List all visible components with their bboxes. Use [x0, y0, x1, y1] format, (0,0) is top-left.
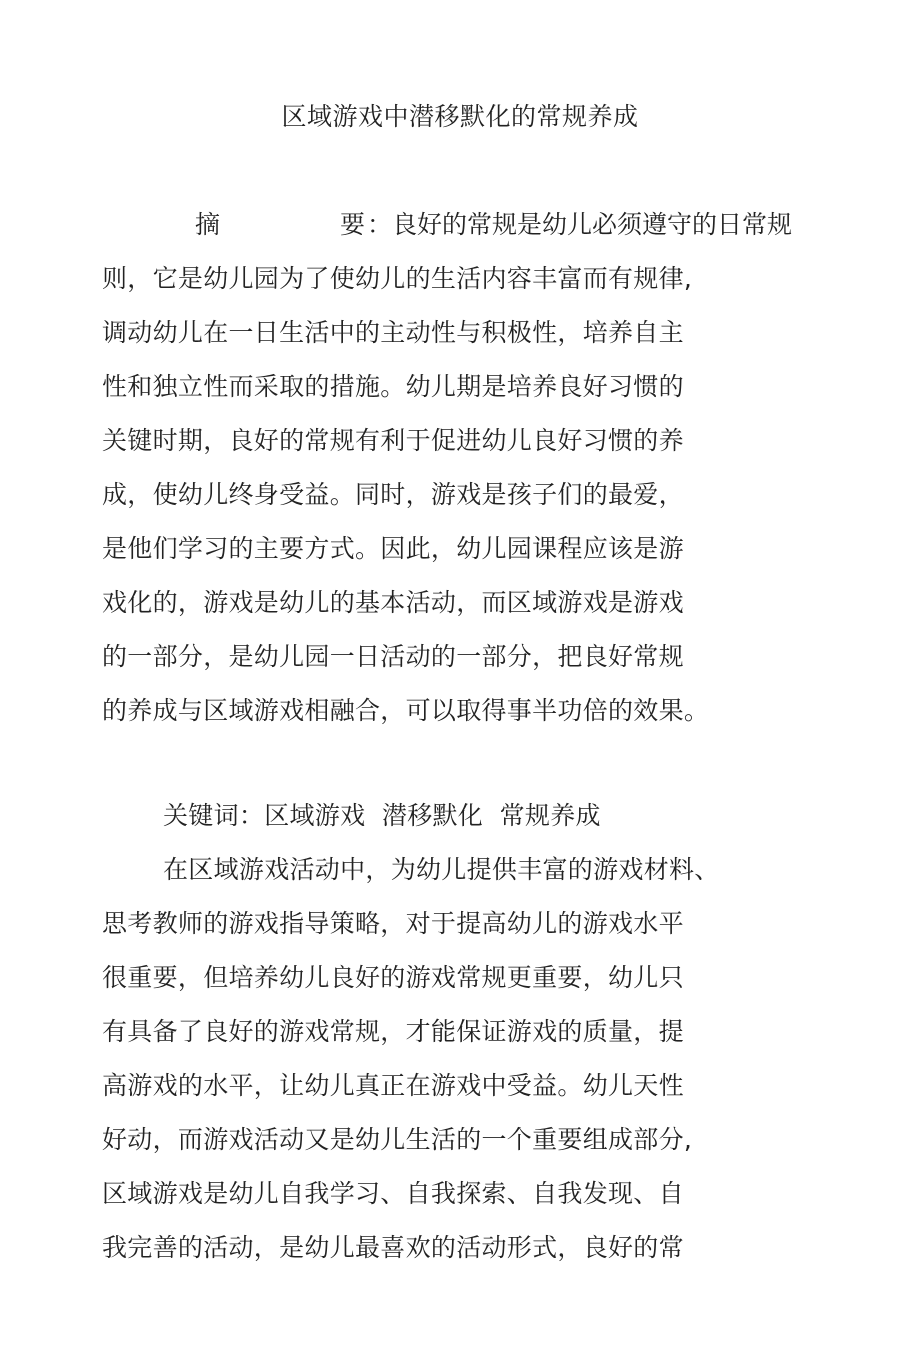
body-line: 区域游戏是幼儿自我学习、自我探索、自我发现、自 — [102, 1179, 684, 1208]
body-line: 有具备了良好的游戏常规，才能保证游戏的质量，提 — [102, 1017, 684, 1046]
abstract-label-char-1: 摘 — [195, 210, 221, 239]
abstract-line: 调动幼儿在一日生活中的主动性与积极性，培养自主 — [102, 318, 684, 347]
body-line: 好动，而游戏活动又是幼儿生活的一个重要组成部分, — [102, 1125, 693, 1154]
body-line: 很重要，但培养幼儿良好的游戏常规更重要，幼儿只 — [102, 963, 684, 992]
abstract-line: 戏化的，游戏是幼儿的基本活动，而区域游戏是游戏 — [102, 588, 684, 617]
abstract-line: 是他们学习的主要方式。因此，幼儿园课程应该是游 — [102, 534, 684, 563]
abstract-label-char-2: 要 — [340, 210, 366, 239]
abstract-line: 则，它是幼儿园为了使幼儿的生活内容丰富而有规律, — [102, 264, 693, 293]
body-line: 思考教师的游戏指导策略，对于提高幼儿的游戏水平 — [102, 909, 684, 938]
abstract-line: 的一部分，是幼儿园一日活动的一部分，把良好常规 — [102, 642, 684, 671]
body-line: 我完善的活动，是幼儿最喜欢的活动形式，良好的常 — [102, 1233, 684, 1262]
keywords-line: 关键词：区域游戏 潜移默化 常规养成 — [163, 801, 601, 830]
abstract-line: 的养成与区域游戏相融合，可以取得事半功倍的效果。 — [102, 696, 710, 725]
document-title: 区域游戏中潜移默化的常规养成 — [281, 102, 639, 131]
abstract-line: 成，使幼儿终身受益。同时，游戏是孩子们的最爱， — [102, 480, 684, 509]
abstract-line: 关键时期，良好的常规有利于促进幼儿良好习惯的养 — [102, 426, 684, 455]
abstract-first-line-text: ：良好的常规是幼儿必须遵守的日常规 — [367, 210, 793, 239]
abstract-line: 性和独立性而采取的措施。幼儿期是培养良好习惯的 — [102, 372, 684, 401]
body-first-line: 在区域游戏活动中，为幼儿提供丰富的游戏材料、 — [163, 855, 720, 884]
body-line: 高游戏的水平，让幼儿真正在游戏中受益。幼儿天性 — [102, 1071, 684, 1100]
